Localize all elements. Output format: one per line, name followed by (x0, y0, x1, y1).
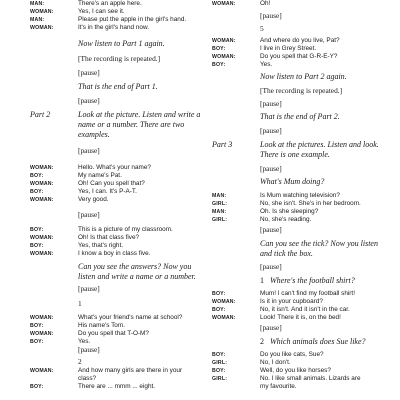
dialogue-line: WOMAN: Oh! (212, 0, 271, 7)
instruction-listen-again: Now listen to Part 2 again. (260, 72, 347, 81)
dialogue-line: GIRL: No. I like small animals. Lizards are (212, 375, 361, 382)
dialogue-line: WOMAN: Very good. (30, 196, 109, 203)
dialogue-line: WOMAN: Do you spell that G-R-E-Y? (212, 53, 338, 60)
dialogue-girls (30, 367, 202, 391)
dialogue-line: BOY: Well, do you like horses? (212, 367, 331, 374)
dialogue-line: BOY: I live in Grey Street. (212, 45, 317, 52)
question-text: Which animals does Sue like? (270, 337, 366, 346)
dialogue-line: WOMAN: Do you spell that T-O-M? (30, 330, 149, 337)
dialogue-line: GIRL: No, she isn't. She's in her bedroom. (212, 200, 361, 207)
part-2-heading (30, 110, 202, 140)
pause-marker: [pause] (78, 284, 100, 293)
dialogue-line: MAN: Is Mum watching television? (212, 192, 340, 199)
question-1 (212, 276, 390, 286)
instruction-write-answer: Can you see the answers? Now you listen and write a name or a number. (78, 262, 196, 281)
dialogue-line: WOMAN: It's in the girl's hand now. (30, 24, 150, 31)
dialogue-continuation: class? (78, 375, 97, 382)
pause-marker: [pause] (260, 225, 282, 234)
dialogue-line: MAN: Please put the apple in the girl's hand. (30, 16, 187, 23)
dialogue-line: BOY: My name's Pat. (30, 172, 122, 179)
dialogue-line: MAN: Oh. Is she sleeping? (212, 208, 319, 215)
question-text: Where's the football shirt? (270, 276, 355, 285)
dialogue-line: BOY: Do you like cats, Sue? (212, 351, 324, 358)
pause-marker: [pause] (260, 99, 282, 108)
dialogue-line: WOMAN: And where do you live, Pat? (212, 37, 340, 44)
dialogue-apple (30, 0, 202, 32)
dialogue-shirt (212, 290, 390, 322)
pause-marker: [pause] (260, 126, 282, 135)
dialogue-line: MAN: There's an apple here. (30, 0, 142, 7)
dialogue-line: WOMAN: Is it in your cupboard? (212, 298, 323, 305)
part-label: Part 3 (212, 140, 233, 149)
dialogue-line: BOY: His name's Tom. (30, 322, 125, 329)
recording-repeated-note: [The recording is repeated.] (78, 54, 161, 63)
dialogue-line: WOMAN: What's your friend's name at school? (30, 314, 183, 321)
part-instruction: Look at the picture. Listen and write a name or a number. There are two examples. (78, 110, 201, 139)
pause-marker: [pause] (260, 11, 282, 20)
pause-marker: [pause] (78, 68, 100, 77)
dialogue-classroom (30, 226, 202, 258)
dialogue-line: WOMAN: And how many girls are there in your (30, 367, 183, 374)
pause-marker: [pause] (260, 323, 282, 332)
dialogue-animals (212, 351, 390, 391)
dialogue-line: BOY: Yes. (212, 61, 273, 68)
dialogue-mum (212, 192, 390, 224)
dialogue-friend (30, 314, 202, 346)
instruction-tick-box: Can you see the tick? Now you listen and tick the box. (260, 239, 378, 258)
dialogue-line: BOY: Mum! I can't find my football shirt! (212, 290, 355, 297)
question-number: 1 (78, 299, 82, 308)
dialogue-line: WOMAN: Oh! Is that class five? (30, 234, 140, 241)
pause-marker: [pause] (260, 262, 282, 271)
dialogue-line: BOY: This is a picture of my classroom. (30, 226, 173, 233)
pause-marker: [pause] (78, 345, 100, 354)
question-number: 2 (260, 337, 264, 346)
dialogue-line: WOMAN: Oh! Can you spell that? (30, 180, 145, 187)
pause-marker: [pause] (78, 146, 100, 155)
dialogue-line: WOMAN: Yes, I can see it. (30, 8, 125, 15)
dialogue-line: WOMAN: Look! There it is, on the bed! (212, 314, 341, 321)
dialogue-line: BOY: Yes. (30, 338, 91, 345)
example-question: What's Mum doing? (260, 177, 325, 186)
part-instruction: Look at the pictures. Listen and look. There is one example. (260, 140, 379, 159)
dialogue-line: BOY: Yes, I can. It's P-A-T. (30, 188, 137, 195)
question-2 (212, 337, 390, 347)
question-number: 5 (260, 24, 264, 33)
pause-marker: [pause] (78, 210, 100, 219)
dialogue-continuation: my favourite. (260, 383, 297, 390)
instruction-listen-again: Now listen to Part 1 again. (78, 39, 165, 48)
part-3-heading (212, 140, 390, 160)
dialogue-top (212, 0, 390, 8)
question-number: 2 (78, 357, 82, 366)
dialogue-line: BOY: Yes, that's right. (30, 242, 124, 249)
dialogue-line: GIRL: No, I don't. (212, 359, 291, 366)
dialogue-line: BOY: There are ... mmm ... eight. (30, 383, 156, 390)
dialogue-line: WOMAN: I know a boy in class five. (30, 250, 151, 257)
dialogue-line: GIRL: No, she's reading. (212, 216, 312, 223)
part-label: Part 2 (30, 110, 51, 119)
dialogue-line: WOMAN: Hello. What's your name? (30, 164, 151, 171)
end-of-part-1: That is the end of Part 1. (78, 82, 158, 91)
dialogue-line: BOY: No, it isn't. And it isn't in the car. (212, 306, 350, 313)
recording-repeated-note: [The recording is repeated.] (260, 86, 343, 95)
pause-marker: [pause] (260, 164, 282, 173)
pause-marker: [pause] (78, 96, 100, 105)
question-number: 1 (260, 276, 264, 285)
end-of-part-2: That is the end of Part 2. (260, 112, 340, 121)
dialogue-address (212, 37, 390, 69)
dialogue-name (30, 164, 202, 204)
